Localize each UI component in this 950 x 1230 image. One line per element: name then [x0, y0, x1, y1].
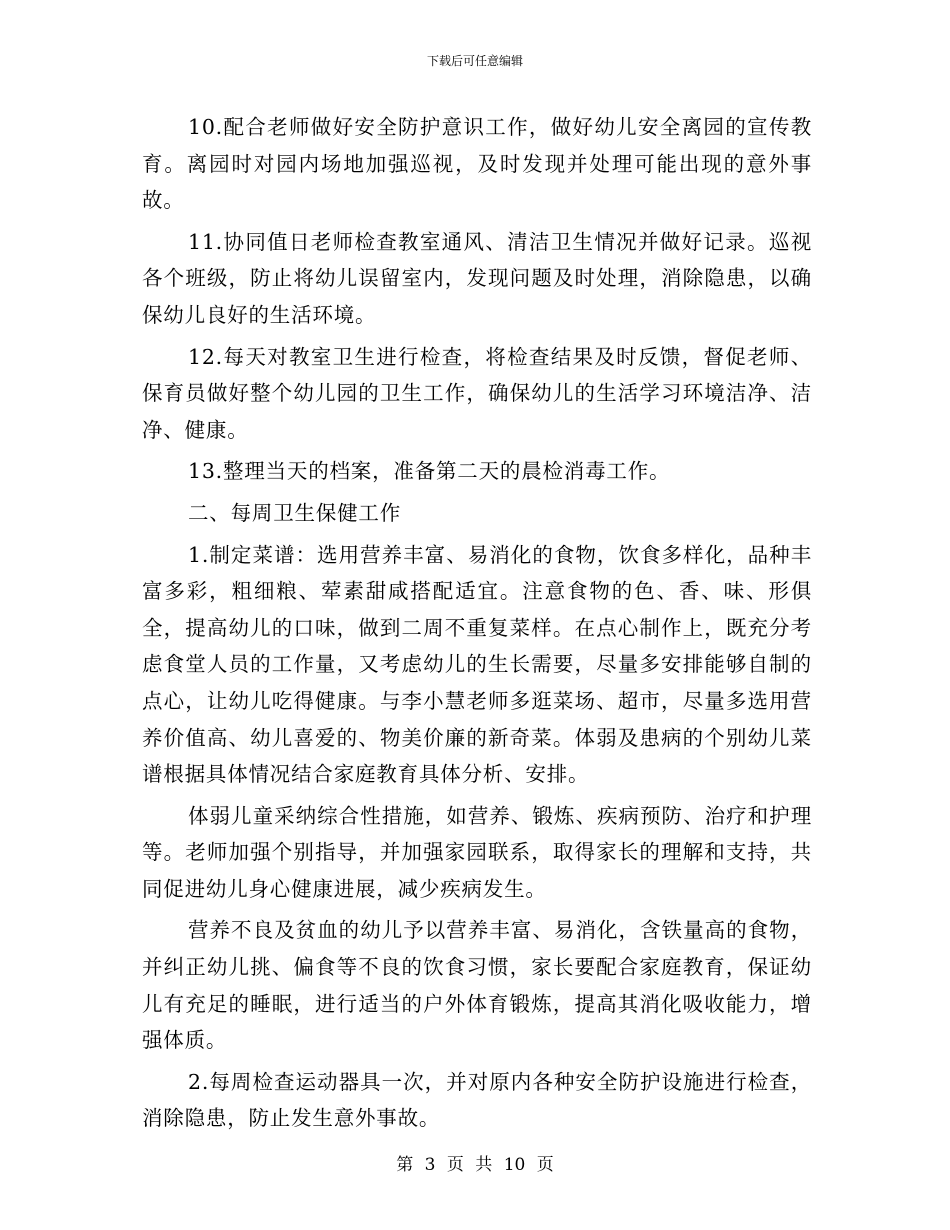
paragraph-menu-planning: 1.制定菜谱：选用营养丰富、易消化的食物，饮食多样化，品种丰富多彩，粗细粮、荤素甜咸搭配适宜。注意食物的色、香、味、形俱全，提高幼儿的口味，做到二周不重复菜样。在点心制作上，既充分考虑食堂人员的工作量，又考虑幼儿的生长需要，尽量多安排能够自制的点心，让幼儿吃得健康。与李小慧老师多逛菜场、超市，尽量多选用营养价值高、幼儿喜爱的、物美价廉的新奇菜。体弱及患病的个别幼儿菜谱根据具体情况结合家庭教育具体分析、安排。	[142, 542, 812, 787]
paragraph-item-13: 13.整理当天的档案，准备第二天的晨检消毒工作。	[188, 459, 671, 484]
page-number-footer: 第 3 页 共 10 页	[396, 1155, 554, 1175]
paragraph-item-12: 12.每天对教室卫生进行检查，将检查结果及时反馈，督促老师、保育员做好整个幼儿园的卫生工作，确保幼儿的生活学习环境洁净、洁净、健康。	[142, 344, 812, 442]
page-header-note: 下载后可任意编辑	[426, 54, 523, 68]
document-body	[142, 109, 812, 1142]
paragraph-item-11: 11.协同值日老师检查教室通风、清洁卫生情况并做好记录。巡视各个班级，防止将幼儿误留室内，发现问题及时处理，消除隐患，以确保幼儿良好的生活环境。	[142, 229, 812, 327]
paragraph-weak-children: 体弱儿童采纳综合性措施，如营养、锻炼、疾病预防、治疗和护理等。老师加强个别指导，并加强家园联系，取得家长的理解和支持，共同促进幼儿身心健康进展，减少疾病发生。	[142, 803, 812, 901]
paragraph-item-10: 10.配合老师做好安全防护意识工作，做好幼儿安全离园的宣传教育。离园时对园内场地加强巡视，及时发现并处理可能出现的意外事故。	[142, 115, 812, 213]
paragraph-malnutrition: 营养不良及贫血的幼儿予以营养丰富、易消化，含铁量高的食物，并纠正幼儿挑、偏食等不良的饮食习惯，家长要配合家庭教育，保证幼儿有充足的睡眠，进行适当的户外体育锻炼，提高其消化吸收能力，增强体质。	[142, 918, 812, 1053]
section-heading-weekly-health: 二、每周卫生保健工作	[188, 500, 401, 525]
paragraph-equipment-check: 2.每周检查运动器具一次，并对原内各种安全防护设施进行检查，消除隐患，防止发生意外事故。	[142, 1069, 812, 1131]
